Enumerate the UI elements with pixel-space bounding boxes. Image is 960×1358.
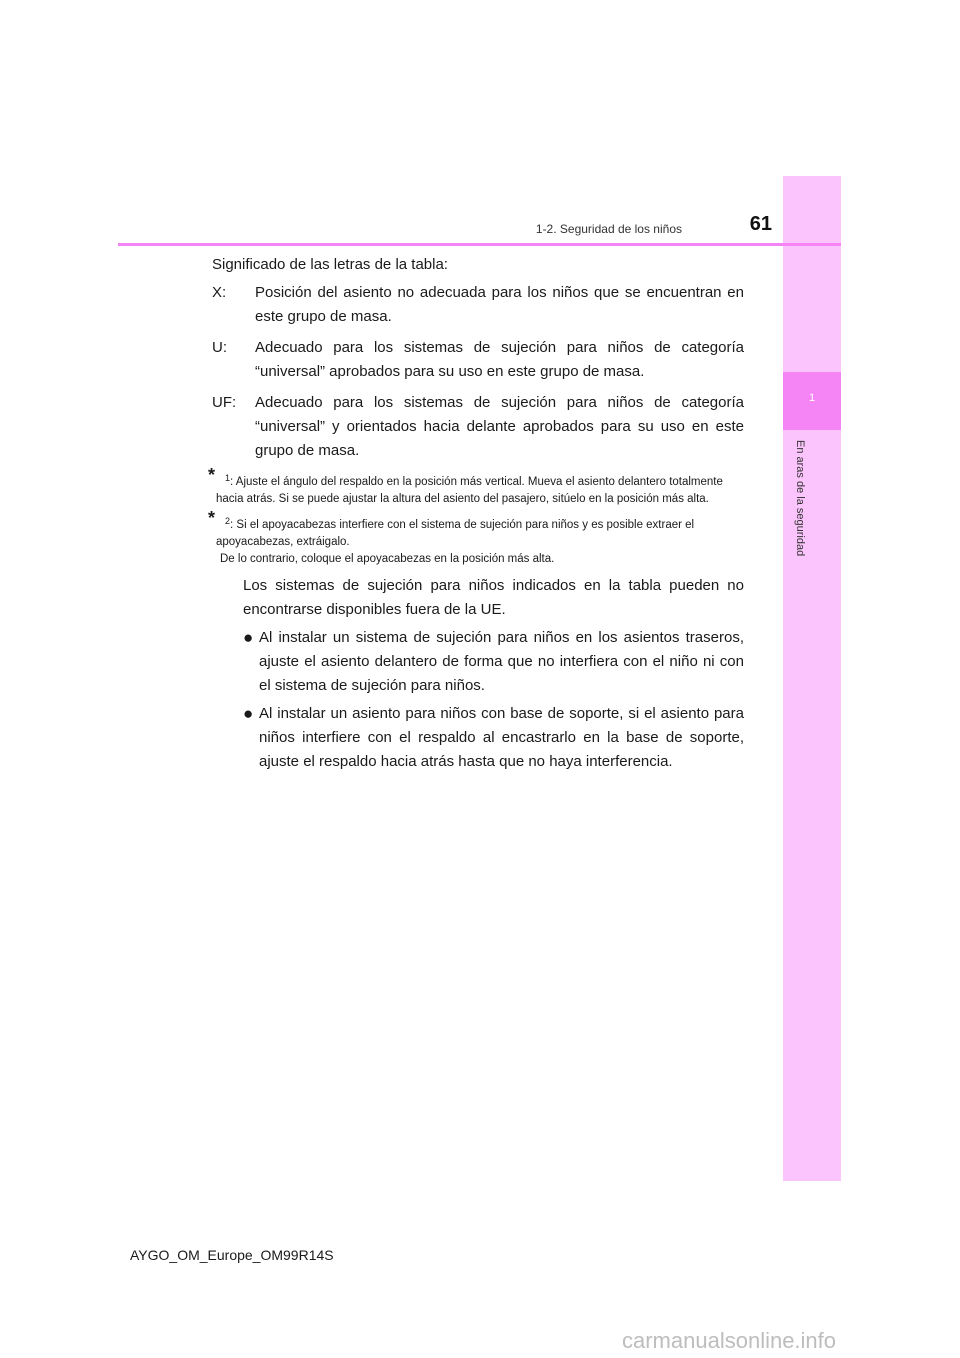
footnote-extra: De lo contrario, coloque el apoyacabezas en la posición más alta. [220, 553, 555, 565]
definition-key: U: [212, 339, 227, 356]
page-number: 61 [749, 213, 772, 235]
legend-intro: Significado de las letras de la tabla: [212, 256, 448, 273]
definition-key: X: [212, 284, 227, 301]
footnote-body: : Ajuste el ángulo del respaldo en la posición más vertical. Mueva el asiento delantero totalmente hacia atrás. Si se puede ajustar la altura del asiento del pasajero, sitúelo en la posición más alta. [216, 476, 723, 505]
chapter-number: 1 [808, 392, 816, 404]
definition-text: Adecuado para los sistemas de sujeción para niños de categoría “universal” aprobados para su uso en este grupo de masa. [255, 339, 744, 380]
footnote-body: : Si el apoyacabezas interfiere con el sistema de sujeción para niños y es posible extraer el apoyacabezas, extráigalo. [216, 519, 695, 548]
page-content [208, 253, 744, 774]
footnote-number: 1 [225, 473, 231, 483]
footnote-asterisk: * [208, 465, 216, 485]
chapter-title: En aras de la seguridad [794, 440, 806, 557]
definition-text: Posición del asiento no adecuada para los niños que se encuentran en este grupo de masa. [255, 284, 744, 325]
footnote-text [216, 473, 723, 505]
footnote [208, 508, 744, 568]
list-item [243, 702, 744, 774]
footnote-number: 2 [225, 516, 231, 526]
document-code: AYGO_OM_Europe_OM99R14S [130, 1247, 334, 1263]
footnote-asterisk: * [208, 508, 216, 528]
list-item [243, 626, 744, 698]
chapter-side-tab [783, 176, 841, 1181]
definition-key: UF: [212, 394, 237, 411]
footnote [208, 465, 744, 508]
definition-item [212, 391, 744, 463]
list-item-text: Al instalar un sistema de sujeción para niños en los asientos traseros, ajuste el asiento delantero de forma que no interfiera con el niño ni con el sistema de sujeción para niños. [259, 629, 744, 694]
definition-text: Adecuado para los sistemas de sujeción para niños de categoría “universal” y orientados hacia delante aprobados para su uso en este grupo de masa. [255, 394, 744, 459]
header-divider [118, 243, 841, 246]
definition-item [212, 336, 744, 384]
definition-item [212, 281, 744, 329]
list-item-text: Al instalar un asiento para niños con base de soporte, si el asiento para niños interfiere con el respaldo al encastrarlo en la base de soporte, ajuste el respaldo hacia atrás hasta que no haya interferencia. [259, 705, 744, 770]
watermark: carmanualsonline.info [622, 1328, 837, 1353]
filled-circle-icon: ● [243, 704, 254, 723]
filled-circle-icon: ● [243, 628, 254, 647]
availability-paragraph: Los sistemas de sujeción para niños indicados en la tabla pueden no encontrarse disponibles fuera de la UE. [243, 577, 744, 618]
footnote-text [216, 516, 695, 548]
section-title: 1-2. Seguridad de los niños [535, 222, 682, 236]
